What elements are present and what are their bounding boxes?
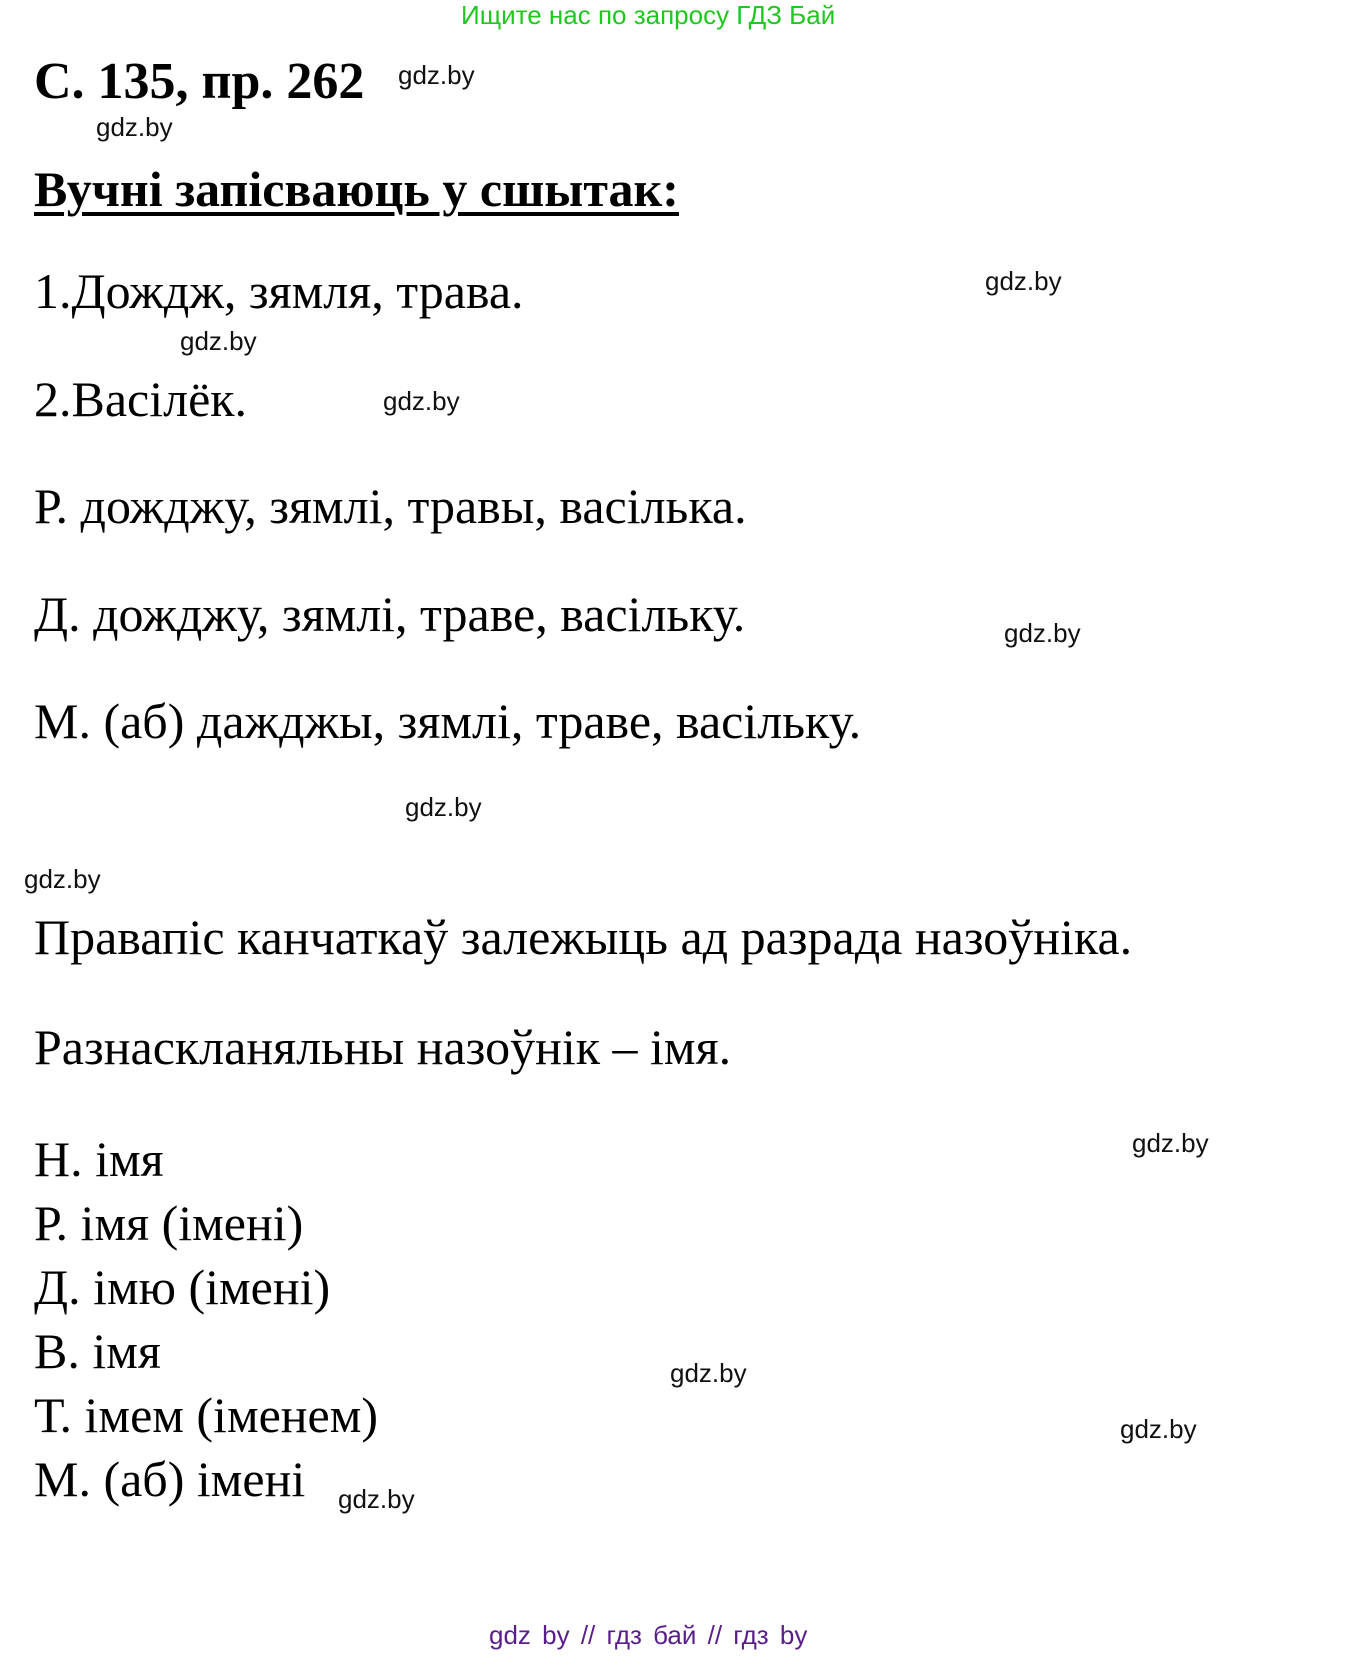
- search-banner: Ищите нас по запросу ГДЗ Бай: [461, 0, 836, 30]
- declension-accusative: В. імя: [34, 1323, 161, 1379]
- answer-locative: М. (аб) дажджы, зямлі, траве, васільку.: [34, 693, 862, 749]
- watermark: gdz.by: [670, 1358, 747, 1388]
- watermark: gdz.by: [180, 326, 257, 356]
- watermark: gdz.by: [24, 864, 101, 894]
- declension-dative: Д. імю (імені): [34, 1259, 331, 1315]
- answer-line-1: 1.Дождж, зямля, трава.: [34, 263, 524, 319]
- watermark: gdz.by: [1004, 618, 1081, 648]
- page-title: С. 135, пр. 262: [34, 53, 365, 110]
- answer-genitive: Р. дождж‌у, зямлі, травы, васілька.: [34, 478, 747, 534]
- watermark: gdz.by: [398, 60, 475, 90]
- noun-type-text: Разнаскланяльны назоўнік – імя.: [34, 1019, 732, 1075]
- declension-nominative: Н. імя: [34, 1131, 164, 1187]
- declension-instrumental: Т. імем (іменем): [34, 1387, 379, 1443]
- watermark: gdz.by: [338, 1484, 415, 1514]
- watermark: gdz.by: [1120, 1414, 1197, 1444]
- watermark: gdz.by: [985, 266, 1062, 296]
- answer-dative: Д. дожджу, зямлі, траве, васільку.: [34, 586, 746, 642]
- watermark: gdz.by: [405, 792, 482, 822]
- answer-line-2: 2.Васілёк.: [34, 371, 248, 427]
- declension-genitive: Р. імя (імені): [34, 1195, 304, 1251]
- section-heading: Вучні запісваюць у сшытак:: [34, 161, 679, 217]
- watermark: gdz.by: [383, 386, 460, 416]
- rule-text: Правапіс канчаткаў залежыць ад разрада назоўніка.: [34, 909, 1133, 965]
- watermark: gdz.by: [1132, 1128, 1209, 1158]
- footer-links: gdz by // гдз бай // гдз by: [489, 1620, 808, 1650]
- declension-locative: М. (аб) імені: [34, 1451, 306, 1507]
- watermark: gdz.by: [96, 112, 173, 142]
